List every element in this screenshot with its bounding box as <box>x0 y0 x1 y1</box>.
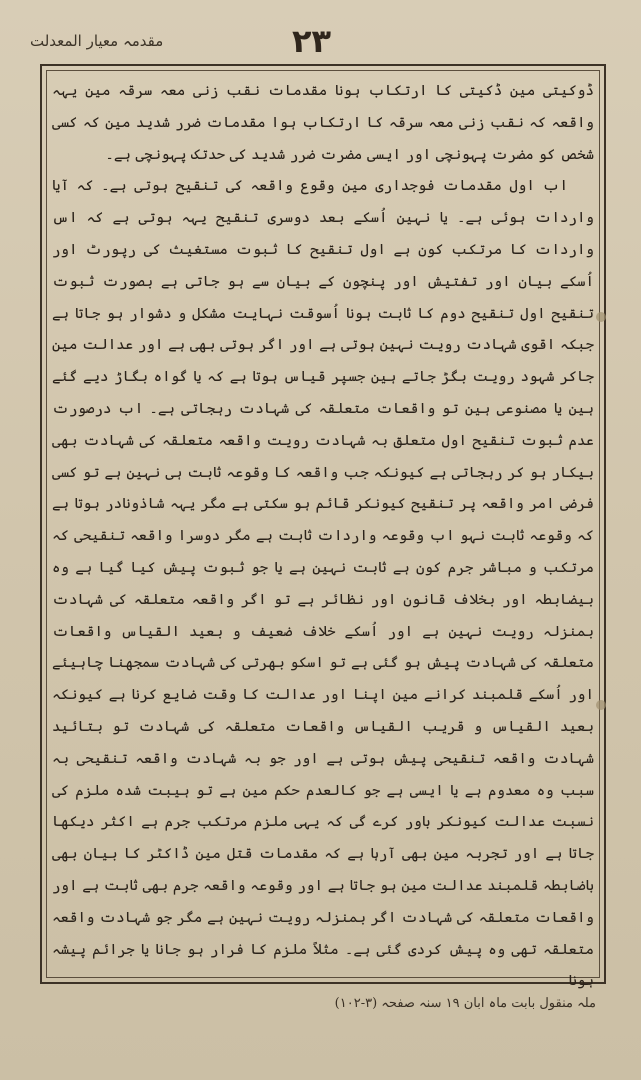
body-text <box>52 76 594 990</box>
page-number: ۲۳ <box>292 22 332 60</box>
paragraph-1: ڈوکیتی مین ڈکیتی کا ارتکاب ہونا مقدمات نقب زنی معہ سرقہ مین یہہ واقعہ کہ نقب زنی معہ سرقہ کا ارتکاب ہوا مقدمات ضرر شدید مین کہ کسی شخص کو مضرت پہونچی اور ایسی مضرت ضرر شدید کی حدتک پہونچی ہے۔ <box>52 83 594 163</box>
page-header <box>30 20 612 64</box>
paragraph-2: اب اول مقدمات فوجداری مین وقوع واقعہ کی تنقیح ہوتی ہے۔ کہ آیا واردات ہوئی ہے۔ یا نہین اُسکے بعد دوسری تنقیح یہہ ہوتی ہے کہ اس واردات کا مرتکب کون ہے اول تنقیح کا ثبوت مستغیث کی رپورٹ اور اُسکے بیان اور تفتیش اور پنچون کے بیان سے ہو جاتی ہے بصورت ثبوت تنقیح اول تنقیح دوم کا ثابت ہونا اُسوقت نہایت مشکل و دشوار ہو جاتا ہے جبکہ اقوی شہادت رویت نہین ہوتی ہے اور اگر ہوتی بھی ہے اور عدالت مین جاکر شہود رویت بگڑ جاتے ہین جسپر قیاس ہوتا ہے کہ یا گواہ بگاڑ دیے گئے ہین یا مصنوعی ہین تو واقعات متعلقہ کی شہادت رہجاتی ہے۔ اب درصورت عدم ثبوت تنقیح اول متعلق بہ شہادت رویت واقعہ متعلقہ کی شہادت بھی بیکار ہو کر رہجاتی ہے کیونکہ جب واقعہ کا وقوعہ ثابت ہی نہین ہے تو کسی فرضی امر واقعہ پر تنقیح کیونکر قائم ہو سکتی ہے مگر یہہ شاذونادر ہوتا ہے کہ وقوعہ ثابت نہو اب وقوعہ واردات ثابت ہے مگر دوسرا واقعہ تنقیحی کہ مرتکب و مباشر جرم کون ہے ثابت نہین ہے یا جو ثبوت پیش کیا گیا ہے وہ بیضابطہ اور بخلاف قانون اور نظائر ہے تو اگر واقعہ متعلقہ کی شہادت بمنزلہ رویت نہین ہے اور اُسکے خلاف ضعیف و بعید القیاس واقعات متعلقہ کی شہادت پیش ہو گئی ہے تو اسکو بھرتی کی شہادت سمجھنا چاہیئے اور اُسکے قلمبند کرانے مین اپنا اور عدالت کا وقت ضایع کرنا ہے کیونکہ بعید القیاس و قریب القیاس واقعات متعلقہ کی شہادت تو بتائید شہادت واقعہ تنقیحی پیش ہوتی ہے اور جو بہ شہادت واقعہ تنقیحی بہ سبب وہ معدوم ہے یا ایسی ہے جو کالعدم حکم مین ہے تو ہیبت شدہ ملزم کی نسبت عدالت کیونکر باور کرے گی کہ یہی ملزم مرتکب جرم ہے اکثر دیکھا جاتا ہے اور تجربہ مین بھی آرہا ہے کہ مقدمات قتل مین ڈاکٹر کا بیان بھی باضابطہ قلمبند عدالت مین ہو جاتا ہے اور وقوعہ واقعہ جرم بھی ثابت ہے اور واقعات متعلقہ کی شہادت اگر بمنزلہ رویت نہین ہے مگر جو شہادت واقعہ متعلقہ تھی وہ پیش کردی گئی ہے۔ مثلاً ملزم کا فرار ہو جانا یا جرائم پیشہ ہونا <box>52 178 594 990</box>
paper-hole-mark <box>596 312 606 322</box>
running-title: مقدمہ معیار المعدلت <box>30 32 164 50</box>
paper-hole-mark <box>596 700 606 710</box>
footnote: ملہ منقول بابت ماہ ابان ۱۹ سنہ صفحہ (۳-۱۰۲) <box>334 996 596 1011</box>
